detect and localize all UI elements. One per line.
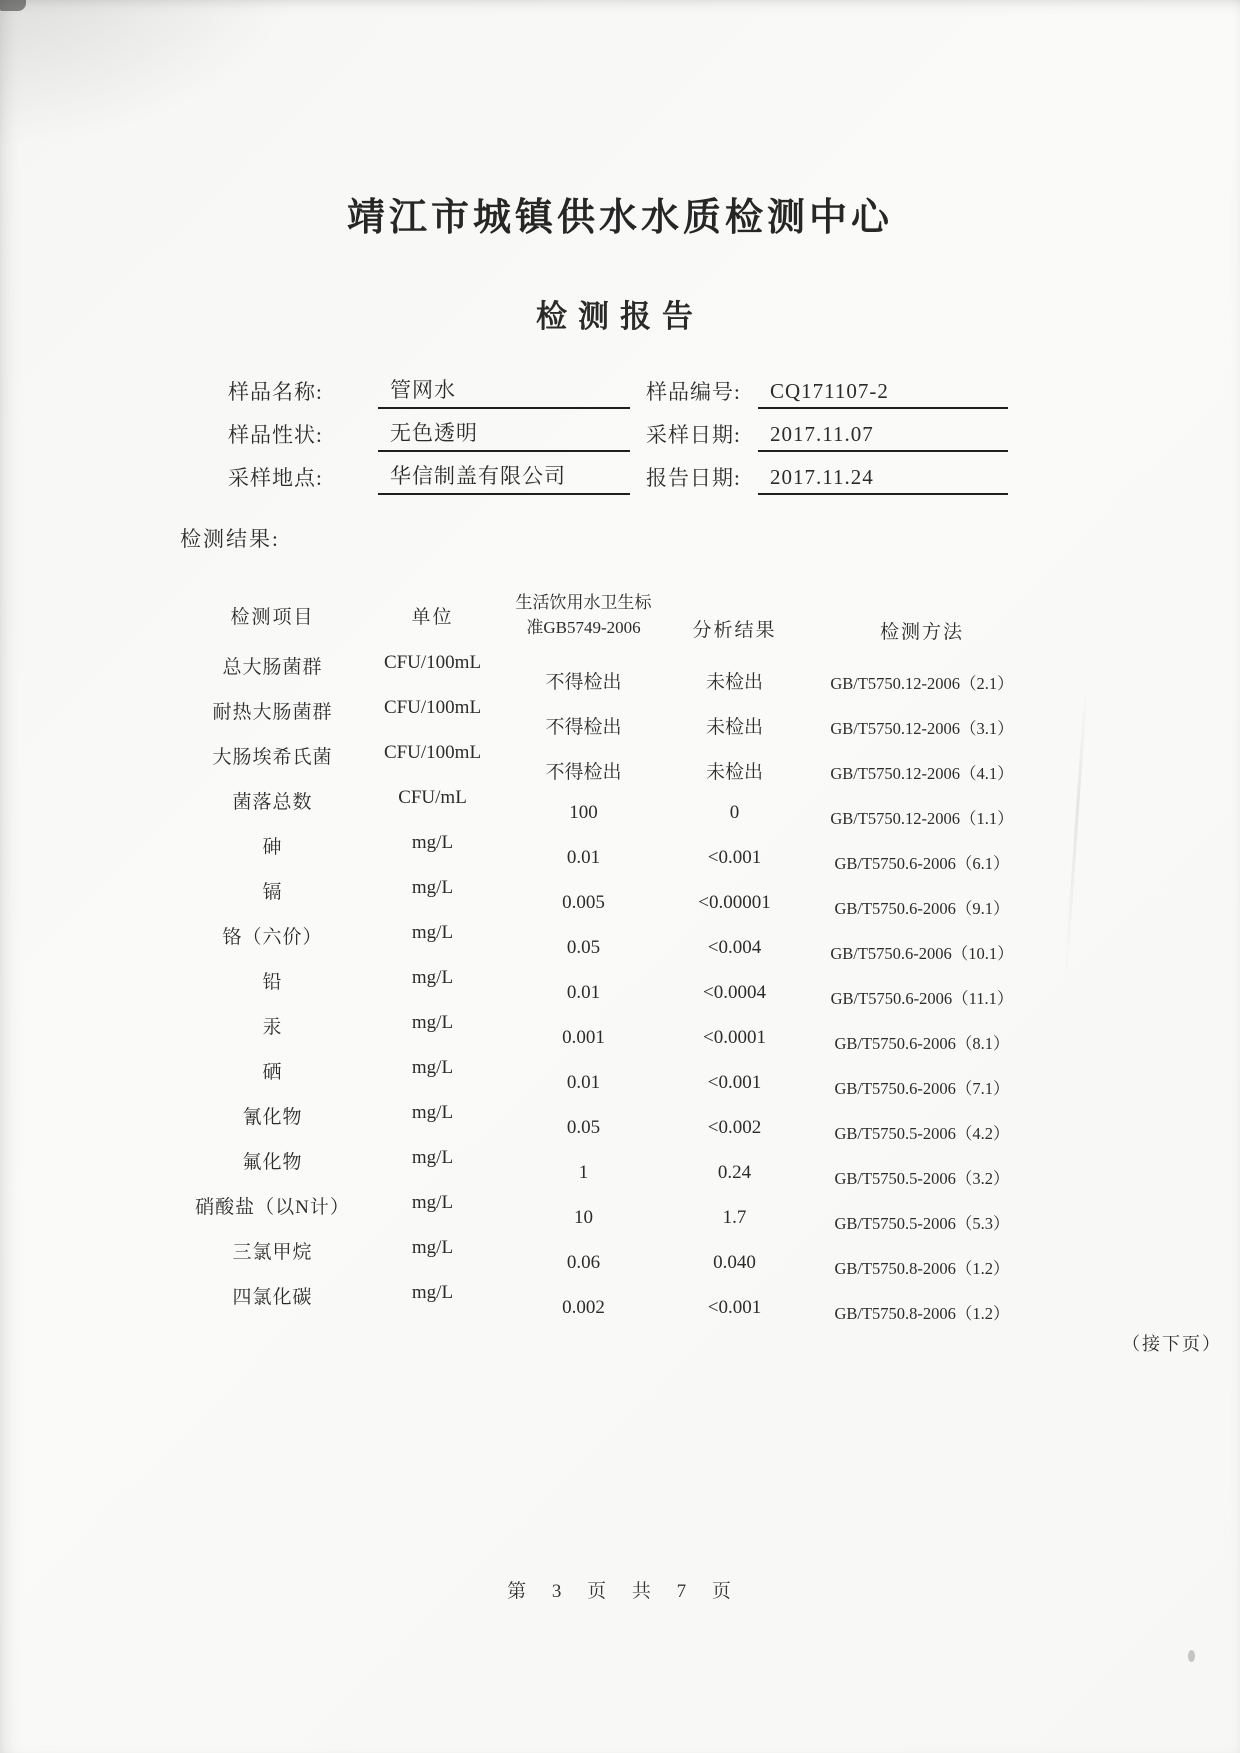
header-item: 检测项目 xyxy=(230,607,315,628)
row-analysis-result: 0 xyxy=(729,802,740,823)
page-number-footer: 第 3 页 共 7 页 xyxy=(507,1581,733,1602)
row-item-name: 汞 xyxy=(262,1017,283,1038)
sample-info-row xyxy=(228,409,1018,452)
sampling-date-value: 2017.11.07 xyxy=(758,422,1008,452)
row-unit: mg/L xyxy=(411,1057,454,1078)
row-method: GB/T5750.12-2006（2.1） xyxy=(830,674,1014,693)
row-item-name: 菌落总数 xyxy=(232,792,313,813)
row-unit: mg/L xyxy=(411,1147,454,1168)
row-standard-limit: 0.01 xyxy=(566,847,601,868)
table-row xyxy=(180,831,1042,876)
row-standard-limit: 0.005 xyxy=(562,892,605,913)
row-analysis-result: 未检出 xyxy=(705,672,763,693)
sample-info-row xyxy=(228,366,1018,409)
row-unit: mg/L xyxy=(411,1192,454,1213)
row-method: GB/T5750.8-2006（1.2） xyxy=(834,1259,1010,1278)
row-method: GB/T5750.6-2006（6.1） xyxy=(834,854,1010,873)
row-unit: mg/L xyxy=(411,877,454,898)
row-analysis-result: <0.004 xyxy=(707,937,762,958)
results-table-header xyxy=(180,589,1042,651)
sample-name-label: 样品名称: xyxy=(228,380,323,404)
report-date-value: 2017.11.24 xyxy=(758,465,1008,495)
row-method: GB/T5750.12-2006（4.1） xyxy=(830,764,1014,783)
row-item-name: 砷 xyxy=(262,837,283,858)
row-method: GB/T5750.6-2006（8.1） xyxy=(834,1034,1010,1053)
table-row xyxy=(180,921,1042,966)
row-unit: CFU/100mL xyxy=(383,742,482,763)
table-row xyxy=(180,1236,1042,1281)
table-row xyxy=(180,1146,1042,1191)
row-standard-limit: 10 xyxy=(574,1207,593,1228)
sample-id-value: CQ171107-2 xyxy=(758,379,1008,409)
table-row xyxy=(180,786,1042,831)
row-method: GB/T5750.6-2006（9.1） xyxy=(834,899,1010,918)
row-method: GB/T5750.12-2006（3.1） xyxy=(830,719,1014,738)
row-analysis-result: <0.0001 xyxy=(703,1027,766,1048)
row-analysis-result: <0.001 xyxy=(707,847,762,868)
row-item-name: 四氯化碳 xyxy=(232,1287,313,1308)
row-unit: CFU/mL xyxy=(398,787,467,808)
results-table-body xyxy=(180,651,1042,1326)
row-analysis-result: <0.0004 xyxy=(703,982,766,1003)
row-item-name: 铬（六价） xyxy=(222,927,323,948)
row-analysis-result: 未检出 xyxy=(705,762,763,783)
row-standard-limit: 0.05 xyxy=(566,937,601,958)
table-row xyxy=(180,1191,1042,1236)
table-row xyxy=(180,651,1042,696)
header-method: 检测方法 xyxy=(879,622,964,643)
table-row xyxy=(180,1056,1042,1101)
sample-appearance-label: 样品性状: xyxy=(228,423,323,447)
row-item-name: 耐热大肠菌群 xyxy=(212,702,333,723)
row-standard-limit: 不得检出 xyxy=(545,717,622,738)
organization-title: 靖江市城镇供水水质检测中心 xyxy=(346,197,893,239)
row-analysis-result: 0.24 xyxy=(717,1162,752,1183)
header-unit: 单位 xyxy=(411,607,454,628)
scan-artifact-paper-crease xyxy=(1064,688,1088,987)
row-standard-limit: 1 xyxy=(578,1162,589,1183)
report-title: 检测报告 xyxy=(536,299,704,334)
row-standard-limit: 0.06 xyxy=(566,1252,601,1273)
row-item-name: 硝酸盐（以N计） xyxy=(195,1197,350,1218)
table-row xyxy=(180,876,1042,921)
row-unit: CFU/100mL xyxy=(383,697,482,718)
row-analysis-result: 1.7 xyxy=(722,1207,747,1228)
header-standard-text: 生活饮用水卫生标准GB5749-2006 xyxy=(515,593,652,637)
header-standard xyxy=(500,589,667,651)
row-standard-limit: 0.001 xyxy=(562,1027,605,1048)
row-item-name: 硒 xyxy=(262,1062,283,1083)
row-standard-limit: 0.05 xyxy=(566,1117,601,1138)
scan-artifact-speck xyxy=(1188,1650,1195,1662)
table-row xyxy=(180,741,1042,786)
sampling-site-label: 采样地点: xyxy=(228,466,323,490)
row-analysis-result: 0.040 xyxy=(713,1252,756,1273)
sampling-date-label: 采样日期: xyxy=(646,423,741,447)
row-unit: mg/L xyxy=(411,1237,454,1258)
table-row xyxy=(180,1281,1042,1326)
row-item-name: 总大肠菌群 xyxy=(222,657,323,678)
row-analysis-result: <0.001 xyxy=(707,1072,762,1093)
row-method: GB/T5750.5-2006（4.2） xyxy=(834,1124,1010,1143)
row-unit: CFU/100mL xyxy=(383,652,482,673)
sample-id-label: 样品编号: xyxy=(646,380,741,404)
row-item-name: 氟化物 xyxy=(242,1152,303,1173)
sampling-site-value: 华信制盖有限公司 xyxy=(378,460,630,495)
header-result: 分析结果 xyxy=(692,620,777,641)
row-item-name: 大肠埃希氏菌 xyxy=(212,747,333,768)
sample-name-value: 管网水 xyxy=(378,374,630,409)
row-analysis-result: 未检出 xyxy=(705,717,763,738)
sample-info-row xyxy=(228,452,1018,495)
row-analysis-result: <0.001 xyxy=(707,1297,762,1318)
row-item-name: 镉 xyxy=(262,882,283,903)
row-item-name: 三氯甲烷 xyxy=(232,1242,313,1263)
row-unit: mg/L xyxy=(411,967,454,988)
table-row xyxy=(180,1011,1042,1056)
sample-info-block xyxy=(228,366,1018,495)
row-unit: mg/L xyxy=(411,1282,454,1303)
row-standard-limit: 0.01 xyxy=(566,1072,601,1093)
row-item-name: 铅 xyxy=(262,972,283,993)
row-method: GB/T5750.8-2006（1.2） xyxy=(834,1304,1010,1323)
row-standard-limit: 0.002 xyxy=(562,1297,605,1318)
results-table xyxy=(180,589,1222,1356)
sample-appearance-value: 无色透明 xyxy=(378,417,630,452)
row-analysis-result: <0.002 xyxy=(707,1117,762,1138)
row-unit: mg/L xyxy=(411,1012,454,1033)
row-standard-limit: 不得检出 xyxy=(545,762,622,783)
row-method: GB/T5750.6-2006（11.1） xyxy=(830,989,1014,1008)
row-method: GB/T5750.6-2006（7.1） xyxy=(834,1079,1010,1098)
row-unit: mg/L xyxy=(411,922,454,943)
row-standard-limit: 100 xyxy=(569,802,598,823)
row-standard-limit: 不得检出 xyxy=(545,672,622,693)
row-method: GB/T5750.5-2006（3.2） xyxy=(834,1169,1010,1188)
row-item-name: 氰化物 xyxy=(242,1107,303,1128)
row-method: GB/T5750.6-2006（10.1） xyxy=(830,944,1014,963)
row-method: GB/T5750.12-2006（1.1） xyxy=(830,809,1014,828)
table-row xyxy=(180,696,1042,741)
scan-artifact-topleft-shadow xyxy=(0,0,300,150)
row-analysis-result: <0.00001 xyxy=(698,892,771,913)
scan-artifact-corner-mark xyxy=(0,0,26,11)
row-method: GB/T5750.5-2006（5.3） xyxy=(834,1214,1010,1233)
results-section-label: 检测结果: xyxy=(180,527,280,551)
continued-note: （接下页） xyxy=(1122,1334,1222,1354)
row-standard-limit: 0.01 xyxy=(566,982,601,1003)
row-unit: mg/L xyxy=(411,832,454,853)
table-row xyxy=(180,966,1042,1011)
report-date-label: 报告日期: xyxy=(646,466,741,490)
table-row xyxy=(180,1101,1042,1146)
row-unit: mg/L xyxy=(411,1102,454,1123)
